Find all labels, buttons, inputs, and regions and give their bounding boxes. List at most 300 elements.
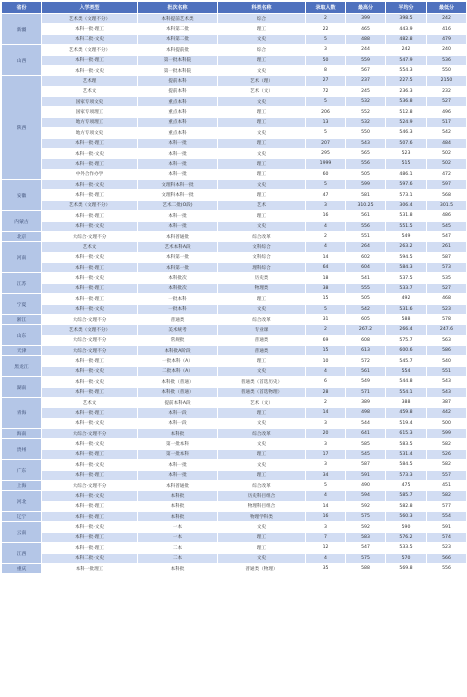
table-cell: 465 bbox=[346, 24, 386, 34]
table-row bbox=[2, 491, 467, 501]
table-row bbox=[2, 128, 467, 138]
table-cell: 5 bbox=[306, 180, 346, 190]
table-row bbox=[2, 159, 467, 169]
table-cell: 587 bbox=[346, 460, 386, 470]
table-row bbox=[2, 86, 467, 96]
table-cell: 本科批A阶段 bbox=[138, 346, 218, 356]
table-cell: 451 bbox=[427, 480, 467, 490]
table-cell: 本科普通批 bbox=[138, 480, 218, 490]
table-cell: 文史 bbox=[218, 522, 306, 532]
table-cell: 641 bbox=[346, 429, 386, 439]
table-cell: 5 bbox=[306, 128, 346, 138]
table-cell: 3 bbox=[306, 418, 346, 428]
table-cell: 重点本科 bbox=[138, 97, 218, 107]
table-cell: 2 bbox=[306, 325, 346, 335]
table-cell: 本科第一批 bbox=[138, 263, 218, 273]
table-cell: 475 bbox=[386, 480, 427, 490]
table-cell: 472 bbox=[427, 169, 467, 179]
table-cell: 592 bbox=[346, 501, 386, 511]
table-cell: 468 bbox=[427, 294, 467, 304]
table-row bbox=[2, 346, 467, 356]
table-cell: 551.5 bbox=[386, 221, 427, 231]
table-cell: 388 bbox=[386, 397, 427, 407]
table-cell: 文科综合 bbox=[218, 252, 306, 262]
table-row bbox=[2, 449, 467, 459]
column-header: 最低分 bbox=[427, 2, 467, 14]
table-cell: 本科批（普通） bbox=[138, 377, 218, 387]
province-cell: 河北 bbox=[2, 491, 42, 512]
table-cell: 本科一批·理工 bbox=[42, 283, 138, 293]
table-cell: 17 bbox=[306, 449, 346, 459]
table-cell: 理工 bbox=[218, 138, 306, 148]
table-cell: 国家专项理工 bbox=[42, 107, 138, 117]
table-cell: 573 bbox=[427, 263, 467, 273]
table-row bbox=[2, 190, 467, 200]
table-cell: 554 bbox=[386, 366, 427, 376]
table-cell: 本科批（普通） bbox=[138, 387, 218, 397]
table-cell: 本科一批·文史 bbox=[42, 273, 138, 283]
table-cell: 590 bbox=[386, 522, 427, 532]
table-row bbox=[2, 273, 467, 283]
table-row bbox=[2, 24, 467, 34]
table-cell: 442 bbox=[427, 408, 467, 418]
table-cell: 543 bbox=[427, 387, 467, 397]
table-cell: 综合改革 bbox=[218, 231, 306, 241]
table-cell: 3 bbox=[306, 45, 346, 55]
table-row bbox=[2, 325, 467, 335]
table-cell: 文史 bbox=[218, 366, 306, 376]
table-cell: 242 bbox=[386, 45, 427, 55]
table-cell: 301.5 bbox=[427, 200, 467, 210]
table-row bbox=[2, 429, 467, 439]
table-cell: 570 bbox=[386, 553, 427, 563]
table-cell: 本科一批·理工 bbox=[42, 263, 138, 273]
table-cell: 2150 bbox=[427, 76, 467, 86]
province-cell: 北京 bbox=[2, 231, 42, 241]
table-cell: 583 bbox=[346, 532, 386, 542]
table-row bbox=[2, 304, 467, 314]
table-cell: 文史 bbox=[218, 148, 306, 158]
table-row bbox=[2, 294, 467, 304]
table-cell: 艺术文 bbox=[42, 86, 138, 96]
table-cell: 563 bbox=[427, 335, 467, 345]
table-cell: 8 bbox=[306, 65, 346, 75]
table-row bbox=[2, 470, 467, 480]
table-cell: 505 bbox=[346, 294, 386, 304]
table-cell: 310.25 bbox=[346, 200, 386, 210]
table-cell: 物理类 bbox=[218, 283, 306, 293]
province-cell: 重庆 bbox=[2, 563, 42, 573]
table-cell: 572 bbox=[346, 356, 386, 366]
table-cell: 416 bbox=[427, 24, 467, 34]
table-cell: 理工 bbox=[218, 190, 306, 200]
table-cell: 50 bbox=[306, 55, 346, 65]
table-cell: 一批本科 bbox=[138, 304, 218, 314]
table-cell: 艺术类（文理不分） bbox=[42, 325, 138, 335]
table-cell: 515 bbox=[386, 159, 427, 169]
table-cell: 本科批 bbox=[138, 563, 218, 573]
table-cell: 18 bbox=[306, 273, 346, 283]
table-cell: 文史 bbox=[218, 439, 306, 449]
table-cell: 一批本科 bbox=[138, 294, 218, 304]
table-row bbox=[2, 480, 467, 490]
table-cell: 486 bbox=[427, 211, 467, 221]
table-row bbox=[2, 543, 467, 553]
table-cell: 551 bbox=[427, 366, 467, 376]
table-cell: 552 bbox=[346, 107, 386, 117]
table-cell: 普通类 bbox=[218, 346, 306, 356]
table-cell: 544 bbox=[346, 418, 386, 428]
table-cell: 236.3 bbox=[386, 86, 427, 96]
table-cell: 本科一批·文史 bbox=[42, 252, 138, 262]
table-cell: 526 bbox=[427, 449, 467, 459]
table-cell: 484 bbox=[427, 138, 467, 148]
table-cell: 第一批本科 bbox=[138, 449, 218, 459]
table-cell: 艺术类（文理不分） bbox=[42, 14, 138, 24]
table-row bbox=[2, 512, 467, 522]
table-cell: 3 bbox=[306, 200, 346, 210]
table-cell: 理科综合 bbox=[218, 263, 306, 273]
table-cell: 艺术（文） bbox=[218, 86, 306, 96]
table-cell: 中外合作办学 bbox=[42, 169, 138, 179]
table-cell: 575 bbox=[346, 512, 386, 522]
table-cell: 588 bbox=[386, 314, 427, 324]
table-cell: 389 bbox=[346, 397, 386, 407]
table-cell: 本科一批·文史 bbox=[42, 221, 138, 231]
table-row bbox=[2, 97, 467, 107]
table-row bbox=[2, 55, 467, 65]
province-cell: 宁夏 bbox=[2, 294, 42, 315]
table-cell: 34 bbox=[306, 470, 346, 480]
table-cell: 14 bbox=[306, 408, 346, 418]
table-cell: 一批本科（A） bbox=[138, 356, 218, 366]
table-cell: 560.3 bbox=[386, 512, 427, 522]
column-header: 录取人数 bbox=[306, 2, 346, 14]
table-row bbox=[2, 263, 467, 273]
table-cell: 566 bbox=[427, 553, 467, 563]
table-cell: 267.2 bbox=[346, 325, 386, 335]
table-cell: 556 bbox=[346, 159, 386, 169]
table-cell: 608 bbox=[346, 335, 386, 345]
table-cell: 艺术类（文理不分） bbox=[42, 45, 138, 55]
table-row bbox=[2, 45, 467, 55]
table-cell: 重点本科 bbox=[138, 107, 218, 117]
table-cell: 一本 bbox=[138, 532, 218, 542]
table-cell: 2 bbox=[306, 231, 346, 241]
table-cell: 理工 bbox=[218, 449, 306, 459]
table-cell: 理工 bbox=[218, 169, 306, 179]
province-cell: 陕西 bbox=[2, 76, 42, 180]
table-cell: 本科二批·文史 bbox=[42, 34, 138, 44]
table-cell: 综合改革 bbox=[218, 314, 306, 324]
table-cell: 582 bbox=[427, 439, 467, 449]
table-cell: 本科一批 bbox=[138, 221, 218, 231]
table-cell: 本科一段 bbox=[138, 408, 218, 418]
table-cell: 535 bbox=[427, 273, 467, 283]
table-cell: 247.6 bbox=[427, 325, 467, 335]
table-cell: 206 bbox=[306, 107, 346, 117]
table-cell: 507.6 bbox=[386, 138, 427, 148]
province-cell: 山东 bbox=[2, 325, 42, 346]
table-row bbox=[2, 76, 467, 86]
table-cell: 547 bbox=[346, 543, 386, 553]
table-cell: 地方专项理工 bbox=[42, 117, 138, 127]
table-cell: 568 bbox=[427, 190, 467, 200]
header-row bbox=[2, 2, 467, 14]
table-cell: 综合 bbox=[218, 14, 306, 24]
table-cell: 本科一批·理工 bbox=[42, 408, 138, 418]
table-cell: 4 bbox=[306, 553, 346, 563]
table-cell: 27 bbox=[306, 76, 346, 86]
table-cell: 理工 bbox=[218, 543, 306, 553]
table-cell: 576.2 bbox=[386, 532, 427, 542]
table-cell: 561 bbox=[346, 211, 386, 221]
table-cell: 艺术二批(O段) bbox=[138, 200, 218, 210]
table-cell: 72 bbox=[306, 86, 346, 96]
table-cell: 594.5 bbox=[386, 252, 427, 262]
table-cell: 提前本科A段 bbox=[138, 397, 218, 407]
table-cell: 581 bbox=[346, 190, 386, 200]
table-cell: 本科一批 bbox=[138, 211, 218, 221]
table-cell: 3 bbox=[306, 460, 346, 470]
table-cell: 综合改革 bbox=[218, 429, 306, 439]
table-cell: 387 bbox=[427, 397, 467, 407]
table-cell: 物理科目组合 bbox=[218, 501, 306, 511]
table-cell: 16 bbox=[306, 211, 346, 221]
table-cell: 本科第二批 bbox=[138, 34, 218, 44]
province-cell: 江西 bbox=[2, 543, 42, 564]
table-cell: 399 bbox=[346, 14, 386, 24]
table-row bbox=[2, 180, 467, 190]
table-cell: 本科一批·理工 bbox=[42, 159, 138, 169]
table-cell: 561 bbox=[346, 366, 386, 376]
table-cell: 38 bbox=[306, 283, 346, 293]
table-cell: 文史 bbox=[218, 460, 306, 470]
admission-score-table bbox=[1, 1, 467, 574]
table-cell: 295 bbox=[306, 148, 346, 158]
table-cell: 理工 bbox=[218, 356, 306, 366]
table-row bbox=[2, 138, 467, 148]
table-cell: 543 bbox=[346, 138, 386, 148]
table-cell: 574 bbox=[427, 532, 467, 542]
table-cell: 本科一批·文史 bbox=[42, 304, 138, 314]
table-cell: 527 bbox=[427, 283, 467, 293]
table-row bbox=[2, 532, 467, 542]
table-cell: 综合 bbox=[218, 45, 306, 55]
table-cell: 本科一批 bbox=[138, 159, 218, 169]
table-cell: 565 bbox=[346, 148, 386, 158]
table-cell: 专业课 bbox=[218, 325, 306, 335]
table-cell: 大综合·文理不分 bbox=[42, 429, 138, 439]
table-row bbox=[2, 14, 467, 24]
province-cell: 湖南 bbox=[2, 377, 42, 398]
table-cell: 本科第二批 bbox=[138, 24, 218, 34]
table-cell: 541 bbox=[346, 273, 386, 283]
table-cell: 232 bbox=[427, 86, 467, 96]
table-row bbox=[2, 252, 467, 262]
column-header: 批次名称 bbox=[138, 2, 218, 14]
table-cell: 一本 bbox=[138, 522, 218, 532]
table-cell: 本科一批·文史 bbox=[42, 366, 138, 376]
table-cell: 244 bbox=[346, 45, 386, 55]
table-cell: 艺术类（文理不分） bbox=[42, 200, 138, 210]
table-cell: 物理学科类 bbox=[218, 512, 306, 522]
province-cell: 河南 bbox=[2, 242, 42, 273]
table-cell: 本科一批 bbox=[138, 138, 218, 148]
table-cell: 537.5 bbox=[386, 273, 427, 283]
table-cell: 理工 bbox=[218, 107, 306, 117]
table-cell: 本科一批·文史 bbox=[42, 491, 138, 501]
table-cell: 542 bbox=[427, 128, 467, 138]
table-cell: 艺术本科A段 bbox=[138, 242, 218, 252]
table-cell: 575.7 bbox=[386, 335, 427, 345]
table-cell: 591 bbox=[427, 522, 467, 532]
table-cell: 4 bbox=[306, 366, 346, 376]
table-cell: 艺术理 bbox=[42, 76, 138, 86]
table-cell: 本科一批·理工 bbox=[42, 190, 138, 200]
table-row bbox=[2, 553, 467, 563]
table-cell: 550 bbox=[427, 65, 467, 75]
province-cell: 上海 bbox=[2, 480, 42, 490]
table-cell: 550 bbox=[346, 128, 386, 138]
column-header: 省份 bbox=[2, 2, 42, 14]
table-cell: 13 bbox=[306, 117, 346, 127]
table-cell: 文史 bbox=[218, 180, 306, 190]
table-cell: 本科批次 bbox=[138, 283, 218, 293]
province-cell: 青海 bbox=[2, 397, 42, 428]
table-cell: 5 bbox=[306, 304, 346, 314]
table-cell: 2 bbox=[306, 14, 346, 24]
table-cell: 500 bbox=[427, 418, 467, 428]
table-cell: 本科提前批 bbox=[138, 45, 218, 55]
table-cell: 艺术（文） bbox=[218, 397, 306, 407]
table-cell: 571 bbox=[346, 387, 386, 397]
column-header: 入学类型 bbox=[42, 2, 138, 14]
province-cell: 黑龙江 bbox=[2, 356, 42, 377]
table-cell: 理工 bbox=[218, 294, 306, 304]
table-cell: 613 bbox=[346, 346, 386, 356]
table-cell: 理工 bbox=[218, 470, 306, 480]
table-row bbox=[2, 242, 467, 252]
table-cell: 本科批 bbox=[138, 512, 218, 522]
table-cell: 531.4 bbox=[386, 449, 427, 459]
table-cell: 文理科本科一批 bbox=[138, 190, 218, 200]
table-row bbox=[2, 335, 467, 345]
table-cell: 本科批 bbox=[138, 491, 218, 501]
table-cell: 47 bbox=[306, 190, 346, 200]
table-cell: 艺术文 bbox=[42, 397, 138, 407]
table-cell: 二本 bbox=[138, 553, 218, 563]
table-cell: 582 bbox=[427, 491, 467, 501]
table-cell: 240 bbox=[427, 45, 467, 55]
table-cell: 本科一批·理工 bbox=[42, 356, 138, 366]
table-cell: 二批本科（A） bbox=[138, 366, 218, 376]
table-cell: 597 bbox=[427, 180, 467, 190]
table-cell: 459.8 bbox=[386, 408, 427, 418]
table-cell: 60 bbox=[306, 169, 346, 179]
table-cell: 本科一批·文史 bbox=[42, 180, 138, 190]
table-cell: 艺术 bbox=[218, 200, 306, 210]
table-cell: 261 bbox=[427, 242, 467, 252]
table-cell: 555 bbox=[346, 283, 386, 293]
table-cell: 512.8 bbox=[386, 107, 427, 117]
table-row bbox=[2, 314, 467, 324]
table-cell: 599 bbox=[427, 429, 467, 439]
table-cell: 文史 bbox=[218, 34, 306, 44]
table-cell: 490 bbox=[346, 480, 386, 490]
table-row bbox=[2, 387, 467, 397]
table-cell: 584.5 bbox=[386, 460, 427, 470]
table-cell: 578 bbox=[427, 314, 467, 324]
table-row bbox=[2, 200, 467, 210]
table-cell: 文史 bbox=[218, 65, 306, 75]
table-cell: 557 bbox=[427, 470, 467, 480]
table-row bbox=[2, 221, 467, 231]
table-cell: 594 bbox=[346, 491, 386, 501]
table-cell: 美术统考 bbox=[138, 325, 218, 335]
table-row bbox=[2, 356, 467, 366]
province-cell: 江苏 bbox=[2, 273, 42, 294]
table-row bbox=[2, 397, 467, 407]
table-cell: 文史 bbox=[218, 418, 306, 428]
table-cell: 547 bbox=[427, 231, 467, 241]
table-cell: 历史类 bbox=[218, 273, 306, 283]
table-row bbox=[2, 169, 467, 179]
table-cell: 479 bbox=[427, 34, 467, 44]
table-cell: 15 bbox=[306, 294, 346, 304]
table-row bbox=[2, 65, 467, 75]
table-cell: 519.4 bbox=[386, 418, 427, 428]
table-cell: 第一批本科院 bbox=[138, 55, 218, 65]
table-cell: 575 bbox=[346, 553, 386, 563]
table-cell: 546.3 bbox=[386, 128, 427, 138]
table-cell: 7 bbox=[306, 532, 346, 542]
table-cell: 540 bbox=[427, 356, 467, 366]
table-cell: 242 bbox=[427, 14, 467, 24]
table-cell: 3 bbox=[306, 439, 346, 449]
table-cell: 582.8 bbox=[386, 501, 427, 511]
table-cell: 542 bbox=[346, 304, 386, 314]
table-cell: 本科一批·文史 bbox=[42, 522, 138, 532]
table-cell: 488 bbox=[346, 34, 386, 44]
table-cell: 本科一批·文史 bbox=[42, 439, 138, 449]
table-row bbox=[2, 366, 467, 376]
table-cell: 大综合·文理不分 bbox=[42, 335, 138, 345]
table-row bbox=[2, 418, 467, 428]
table-cell: 585 bbox=[346, 439, 386, 449]
table-cell: 本科一批·理工 bbox=[42, 501, 138, 511]
table-cell: 544.8 bbox=[386, 377, 427, 387]
province-cell: 内蒙古 bbox=[2, 211, 42, 232]
table-cell: 588 bbox=[346, 563, 386, 573]
table-cell: 本科一批·理工 bbox=[42, 449, 138, 459]
table-cell: 本科一批·理工 bbox=[42, 24, 138, 34]
table-cell: 本科一批·理工 bbox=[42, 55, 138, 65]
table-row bbox=[2, 117, 467, 127]
table-cell: 第一批本科院 bbox=[138, 65, 218, 75]
table-cell: 35 bbox=[306, 563, 346, 573]
table-body bbox=[2, 14, 467, 574]
table-cell: 文史 bbox=[218, 304, 306, 314]
table-cell: 本科批次 bbox=[138, 273, 218, 283]
table-cell: 12 bbox=[306, 543, 346, 553]
table-cell: 普通类 bbox=[138, 314, 218, 324]
table-cell: 4 bbox=[306, 242, 346, 252]
province-cell: 广东 bbox=[2, 460, 42, 481]
province-cell: 安徽 bbox=[2, 180, 42, 211]
table-cell: 重点本科 bbox=[138, 117, 218, 127]
table-row bbox=[2, 439, 467, 449]
